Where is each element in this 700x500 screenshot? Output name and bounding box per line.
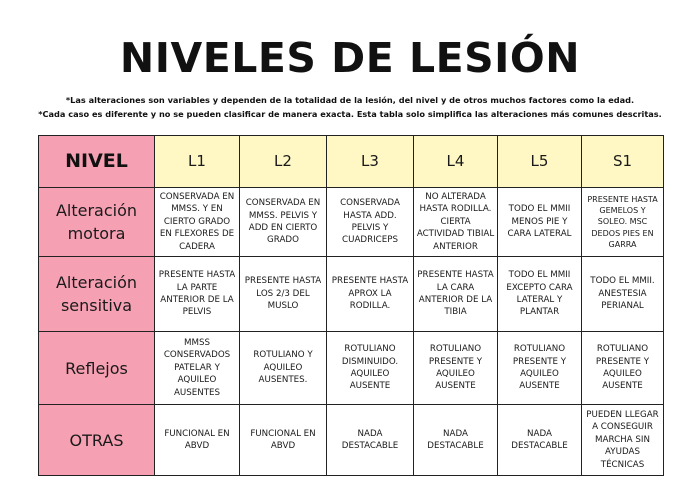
table-row-otras — [39, 405, 664, 476]
header-l5: L5 — [498, 136, 582, 188]
row-label-motora: Alteración motora — [39, 188, 155, 257]
table-cell: NADA DESTACABLE — [327, 405, 414, 476]
table-cell: NADA DESTACABLE — [414, 405, 498, 476]
table-cell: NO ALTERADA HASTA RODILLA. CIERTA ACTIVIDAD TIBIAL ANTERIOR — [414, 188, 498, 257]
injury-level-table — [38, 135, 664, 476]
header-l2: L2 — [240, 136, 327, 188]
table-row-sensitiva — [39, 257, 664, 332]
header-l3: L3 — [327, 136, 414, 188]
header-nivel: NIVEL — [39, 136, 155, 188]
table-cell: TODO EL MMII MENOS PIE Y CARA LATERAL — [498, 188, 582, 257]
table-cell: ROTULIANO Y AQUILEO AUSENTES. — [240, 332, 327, 405]
table-cell: MMSS CONSERVADOS PATELAR Y AQUILEO AUSENTES — [155, 332, 240, 405]
header-l4: L4 — [414, 136, 498, 188]
table-cell: TODO EL MMII. ANESTESIA PERIANAL — [582, 257, 664, 332]
table-row-motora — [39, 188, 664, 257]
header-row — [39, 136, 664, 188]
row-label-sensitiva: Alteración sensitiva — [39, 257, 155, 332]
footnote-1: *Las alteraciones son variables y dependen de la totalidad de la lesión, del nivel y de otros muchos factores como la edad. — [65, 95, 635, 105]
table-cell: TODO EL MMII EXCEPTO CARA LATERAL Y PLANTAR — [498, 257, 582, 332]
table-row-reflejos — [39, 332, 664, 405]
table-cell: FUNCIONAL EN ABVD — [240, 405, 327, 476]
footnote-2: *Cada caso es diferente y no se pueden clasificar de manera exacta. Esta tabla solo simplifica las alteraciones más comunes descritas. — [38, 109, 662, 119]
row-label-otras: OTRAS — [39, 405, 155, 476]
table-cell: ROTULIANO PRESENTE Y AQUILEO AUSENTE — [498, 332, 582, 405]
table-cell: FUNCIONAL EN ABVD — [155, 405, 240, 476]
table-cell: ROTULIANO DISMINUIDO. AQUILEO AUSENTE — [327, 332, 414, 405]
row-label-reflejos: Reflejos — [39, 332, 155, 405]
header-s1: S1 — [582, 136, 664, 188]
table-cell: PRESENTE HASTA LOS 2/3 DEL MUSLO — [240, 257, 327, 332]
table-cell: ROTULIANO PRESENTE Y AQUILEO AUSENTE — [414, 332, 498, 405]
table-cell: CONSERVADA HASTA ADD. PELVIS Y CUADRICEPS — [327, 188, 414, 257]
table-cell: PRESENTE HASTA APROX LA RODILLA. — [327, 257, 414, 332]
header-l1: L1 — [155, 136, 240, 188]
table-cell: PRESENTE HASTA LA PARTE ANTERIOR DE LA PELVIS — [155, 257, 240, 332]
page-title: NIVELES DE LESIÓN — [119, 34, 581, 82]
table-cell: CONSERVADA EN MMSS. Y EN CIERTO GRADO EN FLEXORES DE CADERA — [155, 188, 240, 257]
table-cell: PRESENTE HASTA GEMELOS Y SOLEO. MSC DEDOS PIES EN GARRA — [582, 188, 664, 257]
table-cell: ROTULIANO PRESENTE Y AQUILEO AUSENTE — [582, 332, 664, 405]
table-cell: CONSERVADA EN MMSS. PELVIS Y ADD EN CIERTO GRADO — [240, 188, 327, 257]
table-cell: PRESENTE HASTA LA CARA ANTERIOR DE LA TIBIA — [414, 257, 498, 332]
table-cell: NADA DESTACABLE — [498, 405, 582, 476]
table-cell: PUEDEN LLEGAR A CONSEGUIR MARCHA SIN AYUDAS TÉCNICAS — [582, 405, 664, 476]
